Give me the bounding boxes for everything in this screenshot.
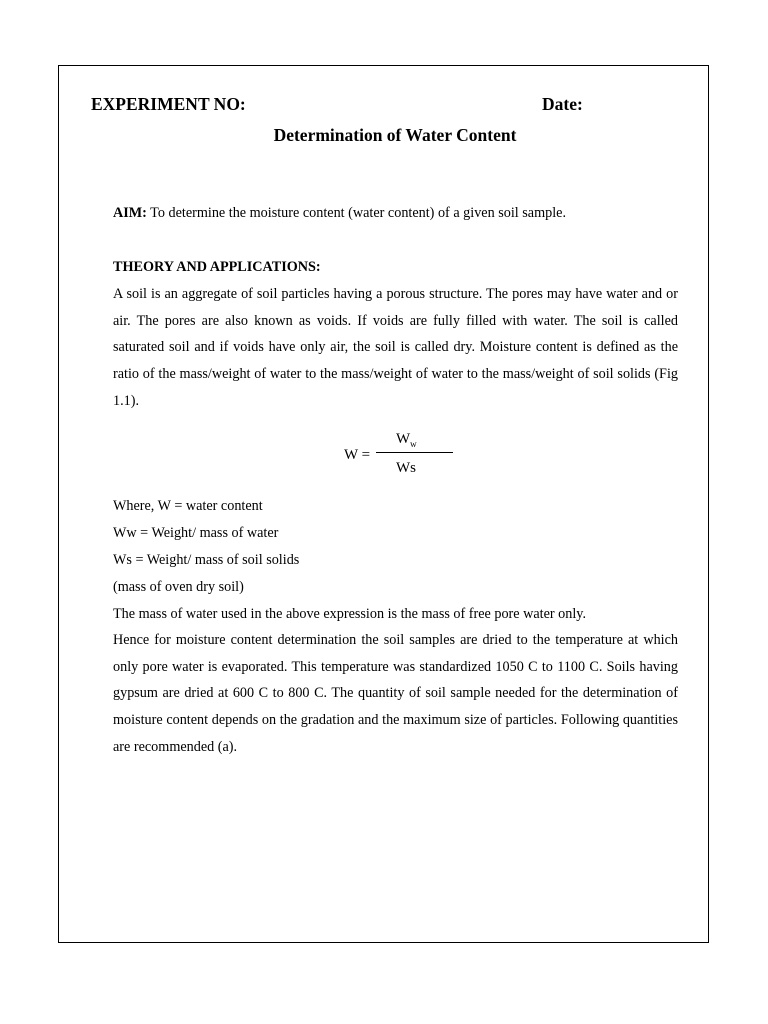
theory-paragraph: A soil is an aggregate of soil particles having a porous structure. The pores may have water and or air. The pores are also known as voids. If voids are fully filled with water. The soil is called saturated soil and if voids have only air, the soil is called dry. Moisture content is defined as the ratio of the mass/weight of water to the mass/weight of water to the mass/weight of soil solids (Fig 1.1). (113, 286, 678, 409)
fraction-bar (376, 452, 453, 453)
definition-ww: Ww = Weight/ mass of water (113, 525, 279, 541)
aim-text: To determine the moisture content (water content) of a given soil sample. (146, 205, 567, 221)
definition-oven-dry-note: (mass of oven dry soil) (113, 579, 244, 595)
experiment-number-label: EXPERIMENT NO: (91, 94, 246, 114)
formula-lhs: W = (344, 447, 371, 463)
formula-numerator-subscript: w (410, 439, 417, 449)
aim-statement (113, 205, 566, 222)
date-label: Date: (542, 94, 583, 114)
theory-heading: THEORY AND APPLICATIONS: (113, 259, 321, 275)
formula-numerator (396, 431, 417, 449)
definition-ws: Ws = Weight/ mass of soil solids (113, 552, 300, 568)
aim-label: AIM: (113, 205, 147, 221)
free-pore-water-note: The mass of water used in the above expression is the mass of free pore water only. (113, 606, 587, 622)
definition-water-content: Where, W = water content (113, 498, 263, 514)
page-title: Determination of Water Content (273, 125, 517, 145)
formula-numerator-symbol: W (396, 431, 411, 447)
closing-paragraph: Hence for moisture content determination the soil samples are dried to the temperature at which only pore water is evaporated. This temperature was standardized 1050 C to 1100 C. Soils having gypsum are dried at 600 C to 800 C. The quantity of soil sample needed for the determination of moisture content depends on the gradation and the maximum size of particles. Following quantities are recommended (a). (113, 632, 678, 755)
formula-denominator: Ws (396, 460, 416, 476)
water-content-formula (344, 430, 464, 480)
